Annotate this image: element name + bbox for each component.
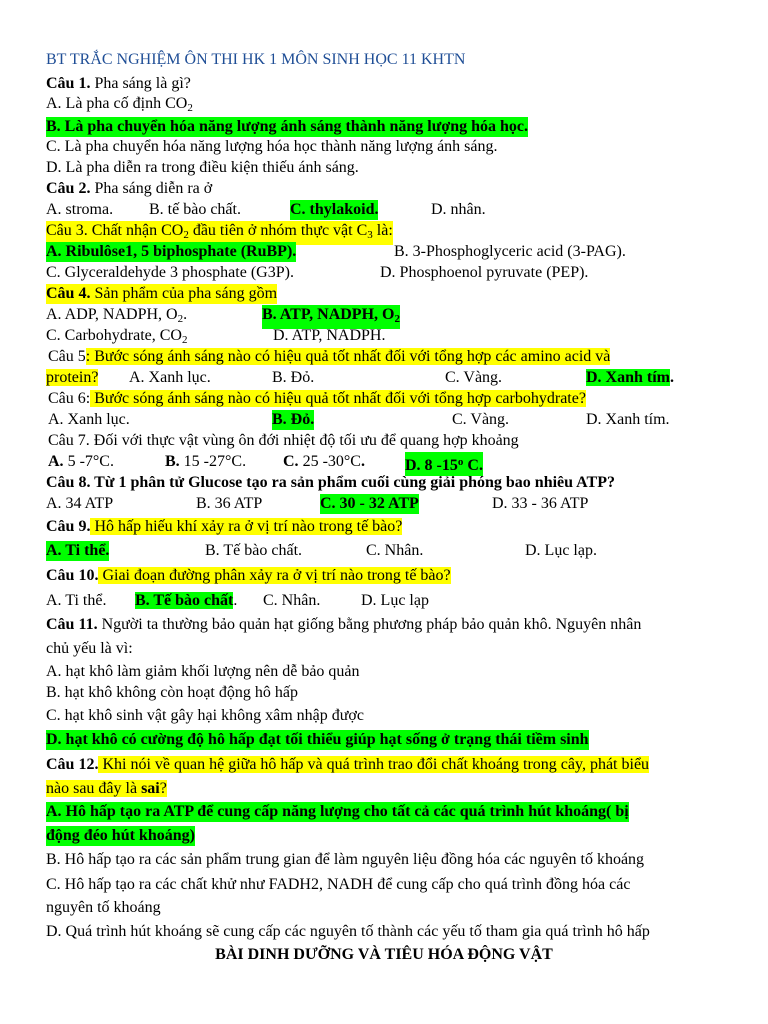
q7-option-a: A. 5 -7°C. xyxy=(48,453,114,470)
q12-option-c: C. Hô hấp tạo ra các chất khử như FADH2, NADH để cung cấp cho quá trình đồng hóa các xyxy=(46,876,631,893)
q2-option-a: A. stroma. xyxy=(46,201,114,218)
q12-option-d: D. Quá trình hút khoáng sẽ cung cấp các nguyên tố thành các yếu tố tham gia quá trình hô hấp xyxy=(46,923,650,940)
q11-option-a: A. hạt khô làm giảm khối lượng nên dễ bảo quản xyxy=(46,663,360,680)
question-8: Câu 8. Từ 1 phân tử Glucose tạo ra sản phẩm cuối cùng giải phóng bao nhiêu ATP? xyxy=(46,474,615,491)
q5-option-a: A. Xanh lục. xyxy=(129,369,211,386)
q12-option-a-answer: A. Hô hấp tạo ra ATP để cung cấp năng lượng cho tất cả các quá trình hút khoáng( bị xyxy=(46,803,629,820)
q11-option-d-answer: D. hạt khô có cường độ hô hấp đạt tối thiểu giúp hạt sống ở trạng thái tiềm sinh xyxy=(46,731,589,748)
question-2: Câu 2. Pha sáng diễn ra ở xyxy=(46,180,213,197)
q4-option-d: D. ATP, NADPH. xyxy=(273,327,386,344)
q12-option-a-answer-cont: động đéo hút khoáng) xyxy=(46,827,195,844)
q2-option-c-answer: C. thylakoid. xyxy=(290,201,379,218)
q9-option-d: D. Lục lạp. xyxy=(525,542,597,559)
q3-option-d: D. Phosphoenol pyruvate (PEP). xyxy=(380,264,589,281)
q4-option-b-answer: B. ATP, NADPH, $O_2$ xyxy=(262,305,400,329)
question-7: Câu 7. Đối với thực vật vùng ôn đới nhiệt độ tối ưu để quang hợp khoảng xyxy=(48,432,519,449)
q4-option-a: A. ADP, NADPH, $O_2$. xyxy=(46,306,188,325)
q2-option-b: B. tế bào chất. xyxy=(149,201,241,218)
q11-option-b: B. hạt khô không còn hoạt động hô hấp xyxy=(46,684,298,701)
question-9: Câu 9. Hô hấp hiếu khí xảy ra ở vị trí nào trong tế bào? xyxy=(46,518,403,535)
q5-option-b: B. Đỏ. xyxy=(272,369,315,386)
q10-option-d: D. Lục lạp xyxy=(361,592,429,609)
question-11: Câu 11. Người ta thường bảo quản hạt giống bằng phương pháp bảo quản khô. Nguyên nhân xyxy=(46,616,642,633)
q8-option-c-answer: C. 30 - 32 ATP xyxy=(320,495,419,512)
q7-option-b: B. 15 -27°C. xyxy=(165,453,247,470)
q6-option-a: A. Xanh lục. xyxy=(48,411,130,428)
question-11-cont: chủ yếu là vì: xyxy=(46,640,133,657)
q1-option-b-answer: B. Là pha chuyển hóa năng lượng ánh sáng thành năng lượng hóa học. xyxy=(46,118,528,135)
q1-option-a: A. Là pha cố định $CO_2$ xyxy=(46,95,193,114)
q1-option-c: C. Là pha chuyển hóa năng lượng hóa học thành năng lượng ánh sáng. xyxy=(46,138,498,155)
q8-option-a: A. 34 ATP xyxy=(46,495,114,512)
q4-option-c: C. Carbohydrate, $CO_2$ xyxy=(46,327,188,346)
q3-option-b: B. 3-Phosphoglyceric acid (3-PAG). xyxy=(394,243,626,260)
q8-option-b: B. 36 ATP xyxy=(196,495,263,512)
question-12-cont: nào sau đây là sai? xyxy=(46,780,167,797)
q7-option-d-answer: D. 8 -15$^o$ C. xyxy=(405,452,483,476)
question-4: Câu 4. Sản phẩm của pha sáng gồm xyxy=(46,285,278,302)
q6-option-d: D. Xanh tím. xyxy=(586,411,670,428)
question-12: Câu 12. Khi nói về quan hệ giữa hô hấp và quá trình trao đổi chất khoáng trong cây, phát biểu xyxy=(46,756,650,773)
q3-option-a-answer: A. Ribulôse1, 5 biphosphate (RuBP). xyxy=(46,243,297,260)
q6-option-b-answer: B. Đỏ. xyxy=(272,411,315,428)
q3-option-c: C. Glyceraldehyde 3 phosphate (G3P). xyxy=(46,264,294,281)
q12-option-b: B. Hô hấp tạo ra các sản phẩm trung gian để làm nguyên liệu đồng hóa các nguyên tố khoáng xyxy=(46,851,645,868)
q10-option-c: C. Nhân. xyxy=(263,592,321,609)
q11-option-c: C. hạt khô sinh vật gây hại không xâm nhập được xyxy=(46,707,364,724)
question-5: Câu 5: Bước sóng ánh sáng nào có hiệu quả tốt nhất đối với tổng hợp các amino acid và xyxy=(48,348,611,365)
q7-option-c: C. 25 -30°C. xyxy=(283,453,365,470)
q5-option-d-answer: D. Xanh tím. xyxy=(586,369,675,386)
question-5-cont: protein? xyxy=(46,369,99,386)
question-1: Câu 1. Pha sáng là gì? xyxy=(46,75,191,92)
question-3: Câu 3. Chất nhận $CO_2$ đầu tiên ở nhóm thực vật $C_3$ là: xyxy=(46,221,393,245)
page-title: BT TRẮC NGHIỆM ÔN THI HK 1 MÔN SINH HỌC 11 KHTN xyxy=(46,51,466,68)
q9-option-c: C. Nhân. xyxy=(366,542,424,559)
q10-option-a: A. Ti thể. xyxy=(46,592,107,609)
section-heading: BÀI DINH DƯỠNG VÀ TIÊU HÓA ĐỘNG VẬT xyxy=(215,946,553,963)
question-6: Câu 6: Bước sóng ánh sáng nào có hiệu quả tốt nhất đối với tổng hợp carbohydrate? xyxy=(48,390,586,407)
q6-option-c: C. Vàng. xyxy=(452,411,510,428)
q10-option-b-answer: B. Tế bào chất. xyxy=(135,592,238,609)
q12-option-c-cont: nguyên tố khoáng xyxy=(46,899,161,916)
q9-option-a-answer: A. Ti thể. xyxy=(46,542,110,559)
q5-option-c: C. Vàng. xyxy=(445,369,503,386)
q9-option-b: B. Tế bào chất. xyxy=(205,542,303,559)
q2-option-d: D. nhân. xyxy=(431,201,486,218)
q8-option-d: D. 33 - 36 ATP xyxy=(492,495,589,512)
q1-option-d: D. Là pha diễn ra trong điều kiện thiếu ánh sáng. xyxy=(46,159,359,176)
question-10: Câu 10. Giai đoạn đường phân xảy ra ở vị trí nào trong tế bào? xyxy=(46,567,451,584)
